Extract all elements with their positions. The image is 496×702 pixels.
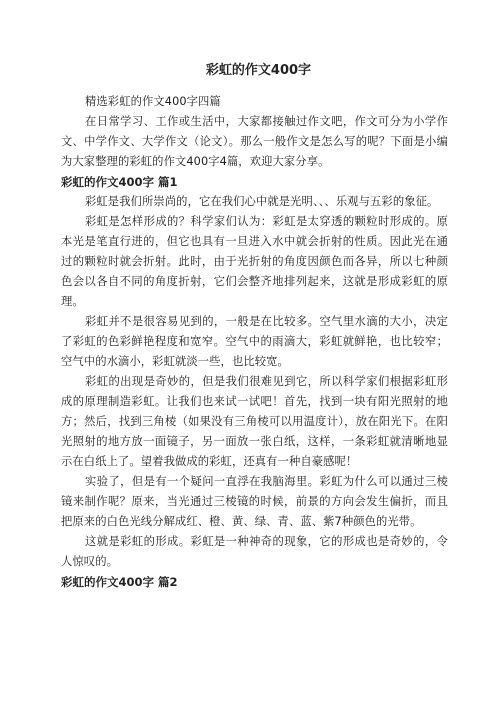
section-1-paragraph: 彩虹是我们所崇尚的，它在我们心中就是光明、、、乐观与五彩的象征。 bbox=[85, 195, 439, 208]
section-1-paragraph: 这就是彩虹的形成。彩虹是一种神奇的现象，它的形成也是奇妙的，令人惊叹的。 bbox=[61, 535, 448, 568]
document-title: 彩虹的作文400字 bbox=[205, 63, 312, 78]
intro-subtitle: 精选彩虹的作文400字四篇 bbox=[85, 95, 221, 108]
section-heading-1: 彩虹的作文400字 篇1 bbox=[61, 175, 178, 189]
section-1-paragraph: 彩虹是怎样形成的？科学家们认为：彩虹是太穿透的颗粒时形成的。原本光是笔直行进的，但它也具有一旦进入水中就会折射的性质。因此光在通过的颗粒时就会折射。此时，由于光折射的角度因颜色而各异，所以七种颜色会以各自不同的角度折射，它们会整齐地排列起来，这就是形成彩虹的原理。 bbox=[61, 215, 448, 308]
section-1-paragraph: 实验了，但是有一个疑问一直浮在我脑海里。彩虹为什么可以通过三棱镜来制作呢？原来，当光通过三棱镜的时候，前景的方向会发生偏折，而且把原来的白色光线分解成红、橙、黄、绿、青、蓝、紫7种颜色的光带。 bbox=[61, 475, 448, 528]
section-1-paragraph: 彩虹的出现是奇妙的，但是我们很难见到它，所以科学家们根据彩虹形成的原理制造彩虹。让我们也来试一试吧！首先，找到一块有阳光照射的地方；然后，找到三角棱（如果没有三角棱可以用温度计），放在阳光下。在阳光照射的地方放一面镜子，另一面放一张白纸，这样，一条彩虹就清晰地显示在白纸上了。望着我做成的彩虹，还真有一种自豪感呢！ bbox=[61, 375, 448, 468]
section-heading-2: 彩虹的作文400字 篇2 bbox=[61, 575, 178, 589]
section-1-paragraph: 彩虹并不是很容易见到的，一般是在比较多。空气里水滴的大小，决定了彩虹的色彩鲜艳程度和宽窄。空气中的雨滴大，彩虹就鲜艳，也比较窄；空气中的水滴小，彩虹就淡一些，也比较宽。 bbox=[61, 315, 448, 368]
intro-paragraph: 在日常学习、工作或生活中，大家都接触过作文吧，作文可分为小学作文、中学作文、大学作文（论文）。那么一般作文是怎么写的呢？下面是小编为大家整理的彩虹的作文400字4篇，欢迎大家分享。 bbox=[61, 115, 448, 168]
